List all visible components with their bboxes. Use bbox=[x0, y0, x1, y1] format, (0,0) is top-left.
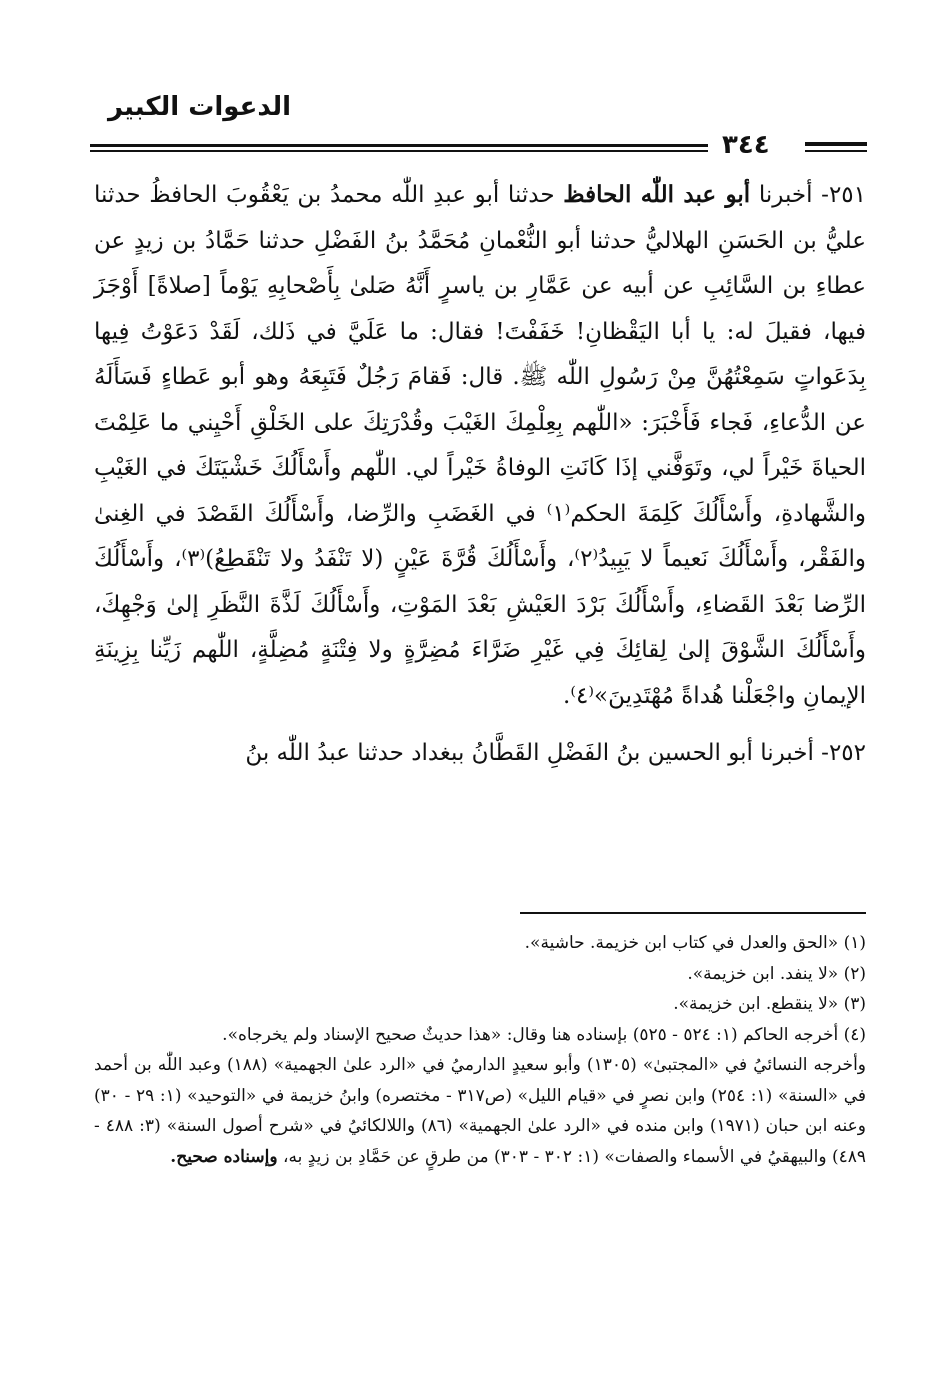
hadith-251-text: حدثنا أبو عبدِ اللّٰه محمدُ بن يَعْقُوبَ الحافظُ حدثنا عليُّ بن الحَسَنِ الهلاليُّ حدثنا أبو النُّعْمانِ مُحَمَّدُ بنُ الفَضْلِ حدثنا حَمَّادُ بن زيدٍ عن عطاءِ بن السَّائِبِ عن أبيه عن عَمَّارِ بن ياسرٍ أَنَّهُ صَلىٰ بِأَصْحابِهِ يَوْماً [صلاةً] أَوْجَزَ فيها، فقيلَ له: يا أبا اليَقْظانِ! خَفَفْتَ! فقال: ما عَلَيَّ في ذَلك، لَقَدْ دَعَوْتُ فِيها بِدَعَواتٍ سَمِعْتُهُنَّ مِنْ رَسُولِ اللّٰه ﷺ. قال: فَقامَ رَجُلٌ فَتَبِعَهُ وهو أبو عَطاءٍ فَسَأَلَهُ عن الدُّعاءِ، فَجاء فَأَخْبَرَ: «اللّٰهم بِعِلْمِكَ الغَيْبَ وقُدْرَتِكَ على الخَلْقِ أَحْيِني ما عَلِمْتَ الحياةَ خَيْراً لي، وتَوَفَّني إذَا كَانَتِ الوفاةُ خَيْراً لي. اللّٰهم وأَسْأَلُكَ خَشْيَتَكَ في الغَيْبِ والشَّهادةِ، وأَسْأَلُكَ كَلِمَةَ الحكم⁽١⁾ في الغَضَبِ والرِّضا، وأَسْأَلُكَ القَصْدَ في الغِنىٰ والفَقْر، وأَسْأَلُكَ نَعيماً لا يَبِيدُ⁽٢⁾، وأَسْأَلُكَ قُرَّةَ عَيْنٍ (لا تَنْفَدُ ولا تَنْقَطِعُ)⁽٣⁾، وأَسْأَلُكَ الرِّضا بَعْدَ القَضاءِ، وأَسْأَلُكَ بَرْدَ العَيْشِ بَعْدَ المَوْتِ، وأَسْأَلُكَ لَذَّةَ النَّظَرِ إلىٰ وَجْهِكَ، وأَسْأَلُكَ الشَّوْقَ إلىٰ لِقائِكَ فِي غَيْرِ ضَرَّاءَ مُضِرَّةٍ ولا فِتْنَةٍ مُضِلَّةٍ، اللّٰهم زَيِّنا بِزِينَةِ الإيمانِ واجْعَلْنا هُداةً مُهْتَدِينَ»⁽٤⁾. bbox=[94, 182, 867, 709]
hadith-251 bbox=[94, 172, 866, 719]
hadith-252: ٢٥٢- أخبرنا أبو الحسين بنُ الفَضْلِ القَطَّانُ ببغداد حدثنا عبدُ اللّٰه بنُ bbox=[245, 740, 866, 766]
footnote-4-verdict: وإسناده صحيح. bbox=[170, 1146, 278, 1167]
footnote-2: (٢) «لا ينفد. ابن خزيمة». bbox=[687, 963, 866, 984]
footnote-3: (٣) «لا ينقطع. ابن خزيمة». bbox=[673, 994, 866, 1014]
footnote-separator bbox=[520, 912, 866, 914]
hadith-251-prefix: ٢٥١- أخبرنا bbox=[750, 182, 867, 208]
header-rule bbox=[805, 150, 867, 152]
footnotes bbox=[94, 928, 866, 1172]
header-rule bbox=[805, 142, 867, 146]
footnote-1: (١) «الحق والعدل في كتاب ابن خزيمة. حاشية». bbox=[524, 933, 866, 953]
footnote-4-sources: وأخرجه النسائيُ في «المجتبىٰ» (١٣٠٥) وأبو سعيدٍ الدارميُ في «الرد علىٰ الجهمية» (١٨٨) وعبد اللّٰه بن أحمد في «السنة» (١: ٢٥٤) وابن نصرٍ في «قيام الليل» (ص٣١٧ - مختصره) وابنُ خزيمة في «التوحيد» (١: ٢٩ - ٣٠) وعنه ابن حبان (١٩٧١) وابن منده في «الرد علىٰ الجهمية» (٨٦) واللالكائيُ في «شرح أصول السنة» (٣: ٤٨٨ - ٤٨٩) والبيهقيُ في الأسماء والصفات» (١: ٣٠٢ - ٣٠٣) من طرقٍ عن حَمَّادِ بن زيدٍ به، bbox=[94, 1055, 867, 1167]
running-title: الدعوات الكبير bbox=[108, 92, 292, 122]
page-number: ٣٤٤ bbox=[722, 130, 770, 160]
main-text bbox=[94, 172, 866, 777]
narrator-name: أبو عبد اللّٰه الحافظ bbox=[563, 181, 751, 208]
header-rule bbox=[90, 150, 708, 152]
footnote-4: (٤) أخرجه الحاكم (١: ٥٢٤ - ٥٢٥) بإسناده هنا وقال: «هذا حديثٌ صحيح الإسناد ولم يخرجاه». bbox=[222, 1024, 866, 1045]
footnote-4-continuation bbox=[94, 1050, 866, 1172]
header-rule bbox=[90, 144, 708, 147]
